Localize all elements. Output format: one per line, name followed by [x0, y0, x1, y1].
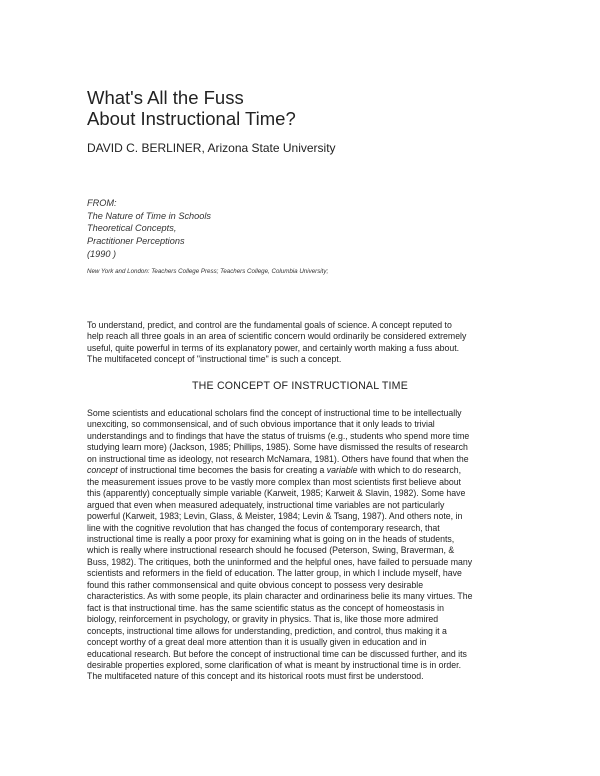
- author-line: DAVID C. BERLINER, Arizona State University: [87, 141, 336, 155]
- body-line: Some scientists and educational scholars find the concept of instructional time to be intellectually: [87, 408, 462, 418]
- intro-line: The multifaceted concept of "instructional time" is such a concept.: [87, 354, 342, 365]
- body-line-fragment: of instructional time becomes the basis for creating a: [117, 465, 327, 476]
- intro-line: To understand, predict, and control are the fundamental goals of science. A concept reputed to: [87, 320, 452, 330]
- body-line: the measurement issues prove to be vastly more complex than most scientists first believe about: [87, 476, 461, 487]
- body-line: characteristics. As with some people, its plain character and ordinariness belie its many virtues. The: [87, 591, 473, 602]
- title-line-1: What's All the Fuss: [87, 87, 244, 108]
- body-line: fact is that instructional time. has the same scientific status as the concept of homeostasis in: [87, 602, 444, 613]
- body-line: biology, reinforcement in psychology, or gravity in physics. That is, like those more admired: [87, 614, 439, 625]
- body-line: this (apparently) conceptually simple variable (Karweit, 1985; Karweit & Slavin, 1982). Some have: [87, 488, 466, 499]
- italic-variable: variable: [326, 465, 358, 476]
- body-line: scientists and reformers in the field of education. The latter group, in which I include myself, have: [87, 568, 462, 579]
- body-line: concepts, instructional time allows for understanding, prediction, and control, thus making it a: [87, 625, 447, 636]
- body-line: studying learn more) (Jackson, 1985; Phillips, 1985). Some have dismissed the results of research: [87, 442, 468, 453]
- body-paragraph: [87, 408, 527, 683]
- body-line: unexciting, so commonsensical, and of such obvious importance that it only leads to trivial: [87, 419, 435, 430]
- body-line: which is really where instructional research should he focused (Peterson, Swing, Braverman, &: [87, 545, 455, 556]
- body-line: Buss, 1982). The critiques, both the uninformed and the helpful ones, have failed to persuade many: [87, 556, 473, 567]
- title-line-2: About Instructional Time?: [87, 108, 296, 129]
- body-line: powerful (Karweit, 1983; Levin, Glass, & Meister, 1984; Levin & Tsang, 1987). And others note, in: [87, 511, 463, 522]
- body-line: found this rather commonsensical and quite obvious concept to possess very desirable: [87, 579, 424, 590]
- source-subtitle-2: Practitioner Perceptions: [87, 236, 185, 247]
- body-line: argued that even when measured adequately, instructional time variables are not particularly: [87, 499, 445, 510]
- intro-line: useful, quite powerful in terms of its explanatory power, and certainly worth making a fuss about.: [87, 342, 460, 353]
- source-citation: [87, 197, 211, 261]
- source-book-title: The Nature of Time in Schools: [87, 210, 212, 221]
- italic-concept: concept: [87, 465, 118, 476]
- intro-paragraph: [87, 320, 527, 366]
- body-line-fragment: with which to do research,: [357, 465, 462, 476]
- intro-line: help reach all three goals in an area of scientific concern would ordinarily be considered extremely: [87, 331, 467, 342]
- publisher-line: New York and London: Teachers College Press; Teachers College, Columbia University;: [87, 268, 329, 275]
- body-line: on instructional time as ideology, not research McNamara, 1981). Others have found that when the: [87, 453, 469, 464]
- section-heading: THE CONCEPT OF INSTRUCTIONAL TIME: [192, 380, 408, 392]
- source-year: (1990 ): [87, 248, 117, 259]
- body-line: desirable properties explored, some clarification of what is meant by instructional time is in order.: [87, 659, 461, 670]
- body-line: educational research. But before the concept of instructional time can be discussed further, and its: [87, 648, 467, 659]
- body-line: concept worthy of a great deal more attention than it is usually given in education and in: [87, 637, 427, 648]
- body-line: line with the cognitive revolution that has changed the focus of contemporary research, that: [87, 522, 440, 533]
- body-line: [87, 465, 527, 476]
- source-subtitle-1: Theoretical Concepts,: [87, 223, 177, 234]
- source-from-label: FROM:: [87, 198, 117, 208]
- body-line: instructional time is really a poor proxy for examining what is going on in the heads of students,: [87, 533, 455, 544]
- paper-title: [87, 87, 507, 129]
- body-line: understandings and to findings that have the status of truisms (e.g., students who spend more time: [87, 430, 470, 441]
- body-line: The multifaceted nature of this concept and its historical roots must first be understood.: [87, 671, 424, 682]
